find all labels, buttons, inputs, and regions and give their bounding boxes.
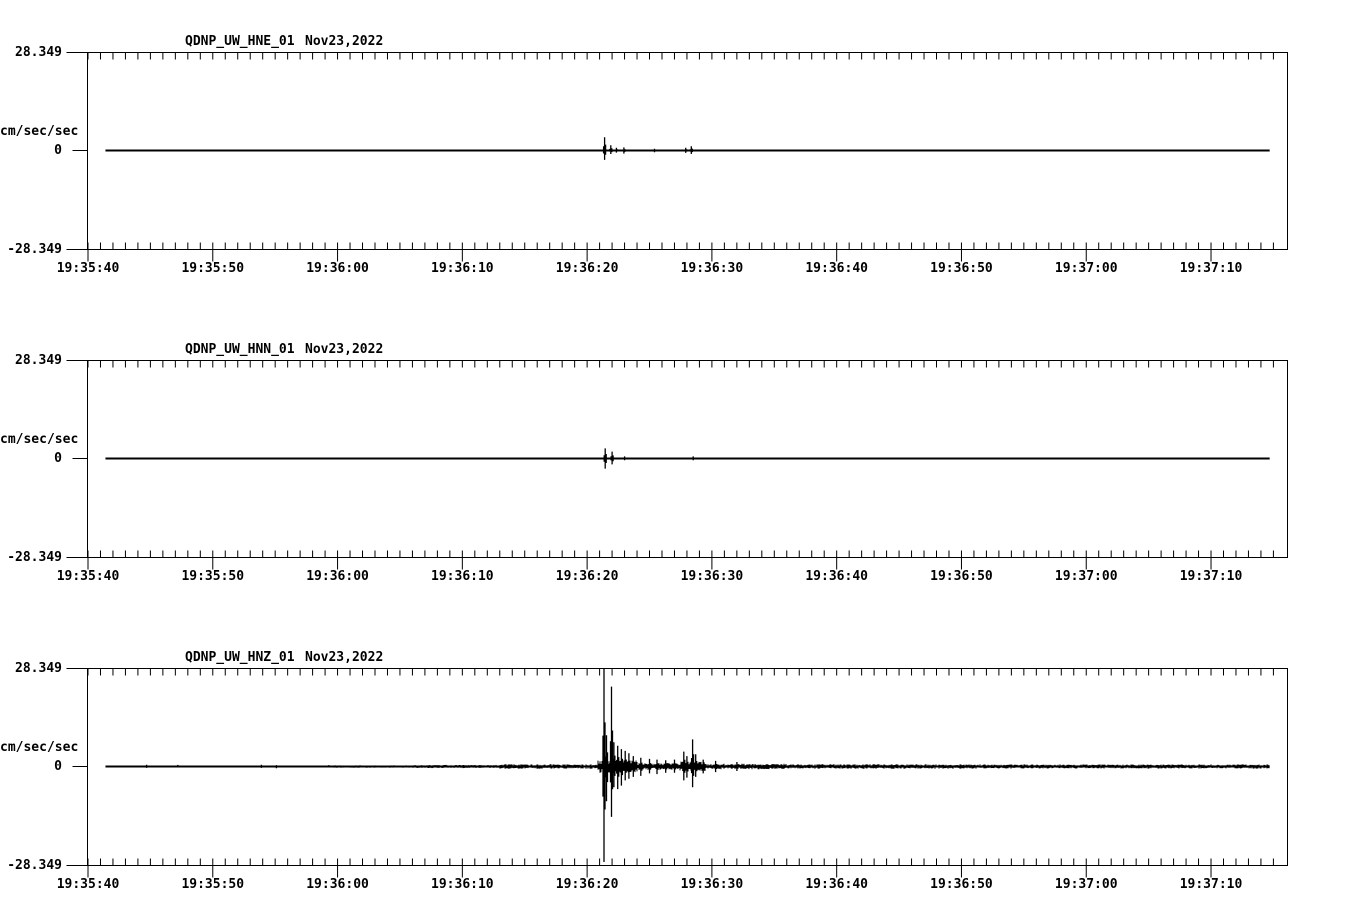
time-axis-labels xyxy=(0,308,1358,616)
seismogram-panel-hnn xyxy=(0,308,1358,616)
y-axis-zero-label: 0 xyxy=(54,143,62,158)
station-channel-label: QDNP_UW_HNZ_01 xyxy=(185,650,295,665)
time-tick-label: 19:37:00 xyxy=(1054,877,1118,892)
time-tick-label: 19:36:20 xyxy=(555,569,619,584)
time-tick-label: 19:36:30 xyxy=(680,569,744,584)
time-tick-label: 19:35:50 xyxy=(181,877,245,892)
y-axis-max-label: 28.349 xyxy=(15,661,62,676)
time-tick-label: 19:35:40 xyxy=(56,569,120,584)
time-tick-label: 19:36:50 xyxy=(930,261,993,276)
time-tick-label: 19:35:50 xyxy=(181,261,245,276)
time-tick-label: 19:36:30 xyxy=(680,877,744,892)
record-date-label: Nov23,2022 xyxy=(305,34,384,49)
time-tick-label: 19:37:10 xyxy=(1179,877,1243,892)
time-tick-label: 19:37:10 xyxy=(1179,261,1243,276)
time-tick-label: 19:37:00 xyxy=(1054,261,1118,276)
seismogram-panel-hnz xyxy=(0,616,1358,924)
record-date-label: Nov23,2022 xyxy=(305,342,384,357)
time-tick-label: 19:35:40 xyxy=(56,261,120,276)
y-axis-min-label: -28.349 xyxy=(7,550,62,565)
y-axis-min-label: -28.349 xyxy=(7,858,62,873)
time-tick-label: 19:36:20 xyxy=(555,877,619,892)
time-axis-labels xyxy=(0,616,1358,924)
time-tick-label: 19:36:50 xyxy=(930,569,993,584)
y-axis-max-label: 28.349 xyxy=(15,353,62,368)
time-tick-label: 19:36:40 xyxy=(805,261,868,276)
time-tick-label: 19:35:40 xyxy=(56,877,120,892)
time-tick-label: 19:36:50 xyxy=(930,877,993,892)
seismogram-panel-hne xyxy=(0,0,1358,308)
y-axis-unit-label: cm/sec/sec xyxy=(0,740,79,755)
time-tick-label: 19:37:10 xyxy=(1179,569,1243,584)
record-date-label: Nov23,2022 xyxy=(305,650,384,665)
time-tick-label: 19:36:00 xyxy=(306,261,369,276)
time-tick-label: 19:36:10 xyxy=(431,569,494,584)
time-tick-label: 19:36:10 xyxy=(431,877,494,892)
time-tick-label: 19:36:10 xyxy=(431,261,494,276)
station-channel-label: QDNP_UW_HNE_01 xyxy=(185,34,295,49)
time-tick-label: 19:36:00 xyxy=(306,877,369,892)
time-tick-label: 19:36:40 xyxy=(805,877,868,892)
time-axis-labels xyxy=(0,0,1358,308)
y-axis-max-label: 28.349 xyxy=(15,45,62,60)
time-tick-label: 19:36:40 xyxy=(805,569,868,584)
y-axis-zero-label: 0 xyxy=(54,451,62,466)
time-tick-label: 19:36:00 xyxy=(306,569,369,584)
time-tick-label: 19:36:30 xyxy=(680,261,744,276)
station-channel-label: QDNP_UW_HNN_01 xyxy=(185,342,295,357)
y-axis-min-label: -28.349 xyxy=(7,242,62,257)
time-tick-label: 19:36:20 xyxy=(555,261,619,276)
y-axis-zero-label: 0 xyxy=(54,759,62,774)
time-tick-label: 19:35:50 xyxy=(181,569,245,584)
time-tick-label: 19:37:00 xyxy=(1054,569,1118,584)
y-axis-unit-label: cm/sec/sec xyxy=(0,124,79,139)
y-axis-unit-label: cm/sec/sec xyxy=(0,432,79,447)
